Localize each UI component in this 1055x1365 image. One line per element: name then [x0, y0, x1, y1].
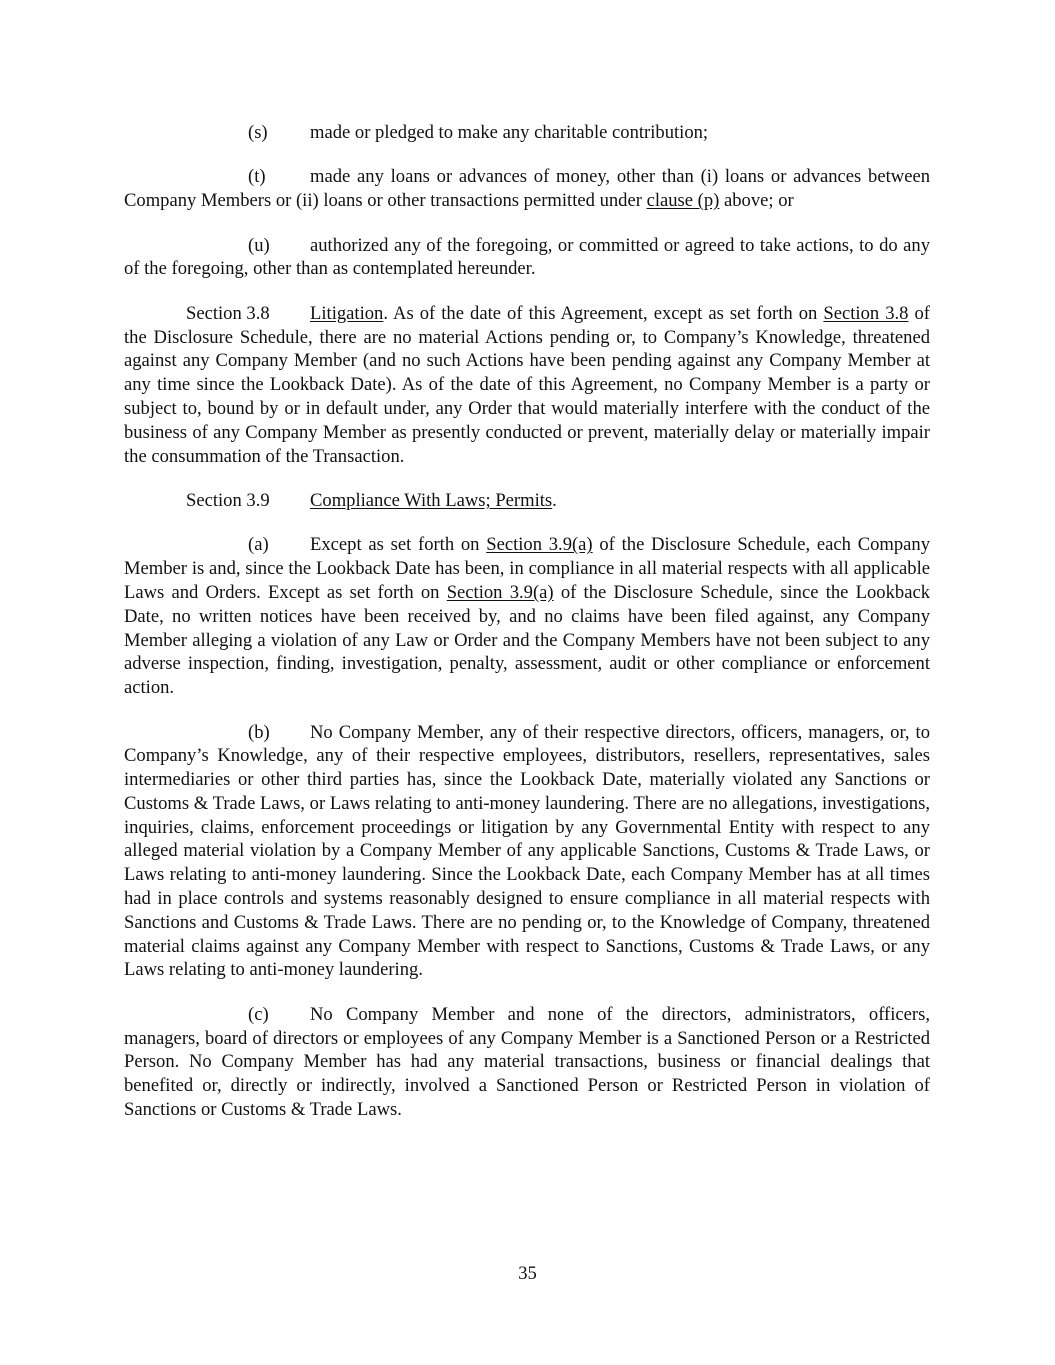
clause-label: (b)	[248, 721, 270, 743]
section-number: Section 3.8	[186, 302, 270, 324]
clause-label: (s)	[248, 122, 268, 143]
clause-text: of the Disclosure Schedule, since the Lookback Date, no written notices have been received by, and no claims have been filed against, any Company Member alleging a violation of any Law or Order and the Company Members have not been subject to any adverse inspection, finding, investigation, penalty, assessment, audit or other compliance or enforcement action.	[124, 581, 930, 699]
clause-s	[124, 121, 930, 145]
clause-p-reference: clause (p)	[646, 190, 720, 212]
clause-label: (u)	[248, 234, 270, 256]
clause-text: No Company Member and none of the directors, administrators, officers, managers, board of directors or employees of any Company Member is a Sanctioned Person or a Restricted Person. No Company Member has had any material transactions, business or financial dealings that benefited or, directly or indirectly, involved a Sanctioned Person or Restricted Person in violation of Sanctions or Customs & Trade Laws.	[124, 1003, 930, 1121]
section-heading: Compliance With Laws; Permits	[310, 489, 553, 511]
clause-text: made or pledged to make any charitable contribution;	[310, 122, 709, 143]
clause-t	[124, 165, 930, 213]
clause-text: of the Disclosure Schedule, each Company Member is and, since the Lookback Date has been, in compliance in all material respects with all applicable Laws and Orders. Except as set forth on	[124, 534, 930, 603]
page-number: 35	[518, 1263, 537, 1284]
section-reference: Section 3.9(a)	[446, 581, 554, 603]
clause-u	[124, 234, 930, 282]
section-text: . As of the date of this Agreement, except as set forth on	[383, 302, 824, 324]
section-heading: Litigation	[310, 302, 384, 324]
section-reference: Section 3.9(a)	[486, 534, 593, 556]
clause-text: Except as set forth on	[310, 534, 487, 556]
section-3-9-heading	[124, 489, 930, 513]
clause-label: (a)	[248, 534, 269, 556]
clause-text: authorized any of the foregoing, or committed or agreed to take actions, to do any of the foregoing, other than as contemplated hereunder.	[124, 234, 930, 280]
clause-text: above; or	[719, 190, 794, 212]
clause-text: made any loans or advances of money, other than (i) loans or advances between Company Members or (ii) loans or other transactions permitted under	[124, 166, 930, 212]
section-text: of the Disclosure Schedule, there are no material Actions pending or, to Company’s Knowledge, threatened against any Company Member (and no such Actions have been pending against any Company Member at any time since the Lookback Date). As of the date of this Agreement, no Company Member is a party or subject to, bound by or in default under, any Order that would materially interfere with the conduct of the business of any Company Member as presently conducted or prevent, materially delay or materially impair the consummation of the Transaction.	[124, 302, 930, 467]
clause-3-9-b	[124, 721, 930, 983]
section-reference: Section 3.8	[823, 302, 909, 324]
section-3-8	[124, 302, 930, 469]
document-page	[124, 121, 930, 1142]
clause-label: (t)	[248, 166, 266, 188]
section-heading-period: .	[552, 489, 557, 511]
section-number: Section 3.9	[186, 489, 270, 511]
clause-3-9-a	[124, 533, 930, 700]
clause-label: (c)	[248, 1003, 269, 1025]
clause-3-9-c	[124, 1003, 930, 1122]
clause-text: No Company Member, any of their respective directors, officers, managers, or, to Company’s Knowledge, any of their respective employees, distributors, resellers, representatives, sales intermediaries or other third parties has, since the Lookback Date, materially violated any Sanctions or Customs & Trade Laws, or Laws relating to anti-money laundering. There are no allegations, investigations, inquiries, claims, enforcement proceedings or litigation by any Governmental Entity with respect to any alleged material violation by a Company Member of any applicable Sanctions, Customs & Trade Laws, or Laws relating to anti-money laundering. Since the Lookback Date, each Company Member has at all times had in place controls and systems reasonably designed to ensure compliance in all material respects with Sanctions and Customs & Trade Laws. There are no pending or, to the Knowledge of Company, threatened material claims against any Company Member with respect to Sanctions, Customs & Trade Laws, or any Laws relating to anti-money laundering.	[124, 721, 930, 981]
